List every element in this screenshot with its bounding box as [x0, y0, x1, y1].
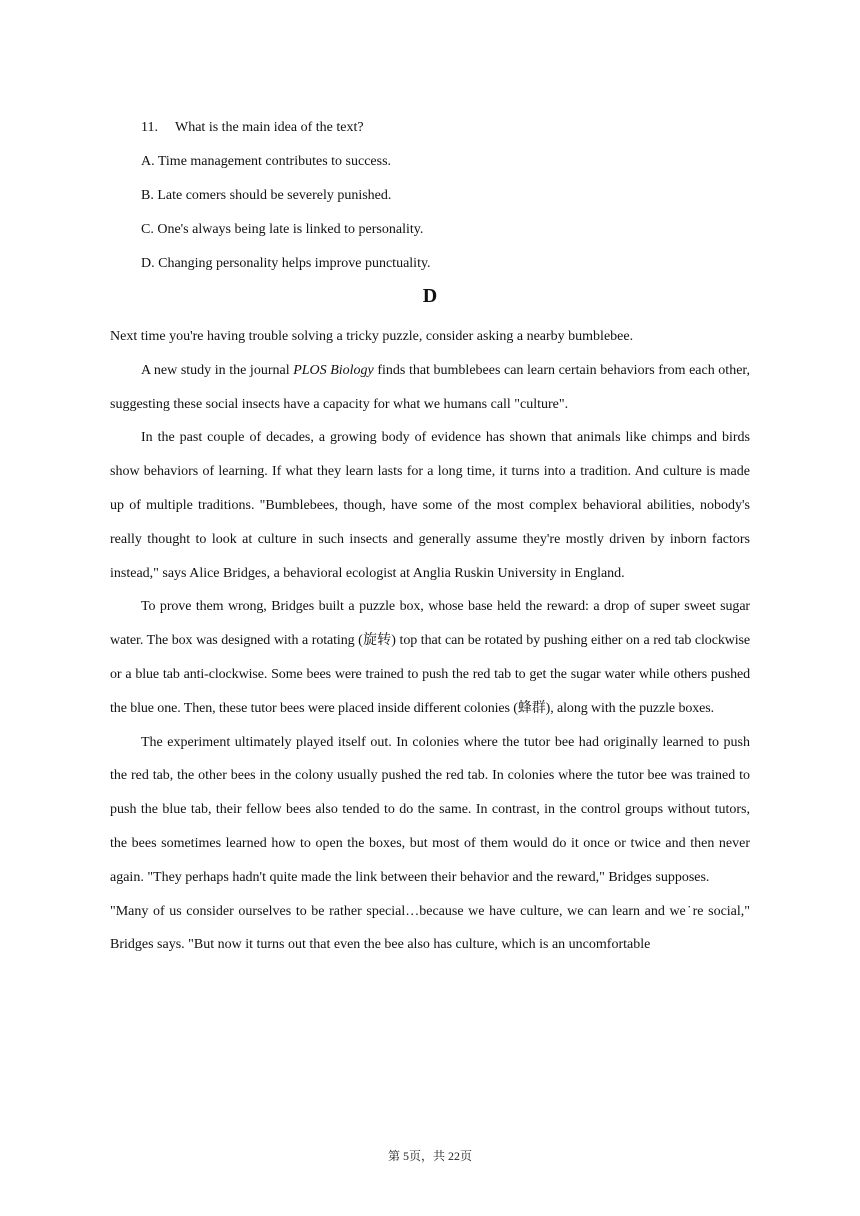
- paragraph-2: [110, 354, 750, 422]
- paragraph-3: In the past couple of decades, a growing body of evidence has shown that animals like chimps and birds show behaviors of learning. If what they learn lasts for a long time, it turns into a tradition. And culture is made up of multiple traditions. "Bumblebees, though, have some of the most complex behavioral abilities, nobody's really thought to look at culture in such insects and generally assume they're mostly driven by inborn factors instead," says Alice Bridges, a behavioral ecologist at Anglia Ruskin University in England.: [110, 430, 750, 581]
- paragraph-2-rest: finds that bumblebees can learn certain behaviors from each other, suggesting these social insects have a capacity for what we humans call "culture".: [110, 362, 751, 412]
- paragraph-4: To prove them wrong, Bridges built a puzzle box, whose base held the reward: a drop of super sweet sugar water. The box was designed with a rotating (旋转) top that can be rotated by pushing either on a red tab clockwise or a blue tab anti-clockwise. Some bees were trained to push the red tab to get the sugar water while others pushed the blue one. Then, these tutor bees were placed inside different colonies (蜂群), along with the puzzle boxes.: [110, 599, 750, 716]
- journal-name: PLOS Biology: [293, 362, 374, 378]
- question-stem: [141, 111, 761, 145]
- page-footer: 第 5页，共 22页: [387, 1149, 472, 1163]
- reading-passage: [110, 320, 750, 962]
- paragraph-1: Next time you're having trouble solving a tricky puzzle, consider asking a nearby bumblebee.: [110, 329, 634, 344]
- option-c: C. One's always being late is linked to personality.: [141, 222, 424, 237]
- question-stem-text: What is the main idea of the text?: [175, 120, 364, 135]
- paragraph-2-intro: A new study in the journal: [141, 362, 294, 378]
- option-a: A. Time management contributes to success.: [141, 154, 392, 169]
- option-b: B. Late comers should be severely punished.: [141, 188, 392, 203]
- question-number: 11.: [141, 120, 158, 135]
- question-11: [141, 111, 761, 281]
- section-heading: D: [422, 285, 438, 307]
- paragraph-6: "Many of us consider ourselves to be rather special…because we have culture, we can learn and we˙re social," Bridges says. "But now it turns out that even the bee also has culture, which is an uncomfortable: [110, 903, 750, 953]
- option-d: D. Changing personality helps improve punctuality.: [141, 256, 431, 271]
- paragraph-5: The experiment ultimately played itself out. In colonies where the tutor bee had originally learned to push the red tab, the other bees in the colony usually pushed the red tab. In colonies where the tutor bee was trained to push the blue tab, their fellow bees also tended to do the same. In contrast, in the control groups without tutors, the bees sometimes learned how to open the boxes, but most of them would do it once or twice and then never again. "They perhaps hadn't quite made the link between their behavior and the reward," Bridges supposes.: [110, 734, 750, 885]
